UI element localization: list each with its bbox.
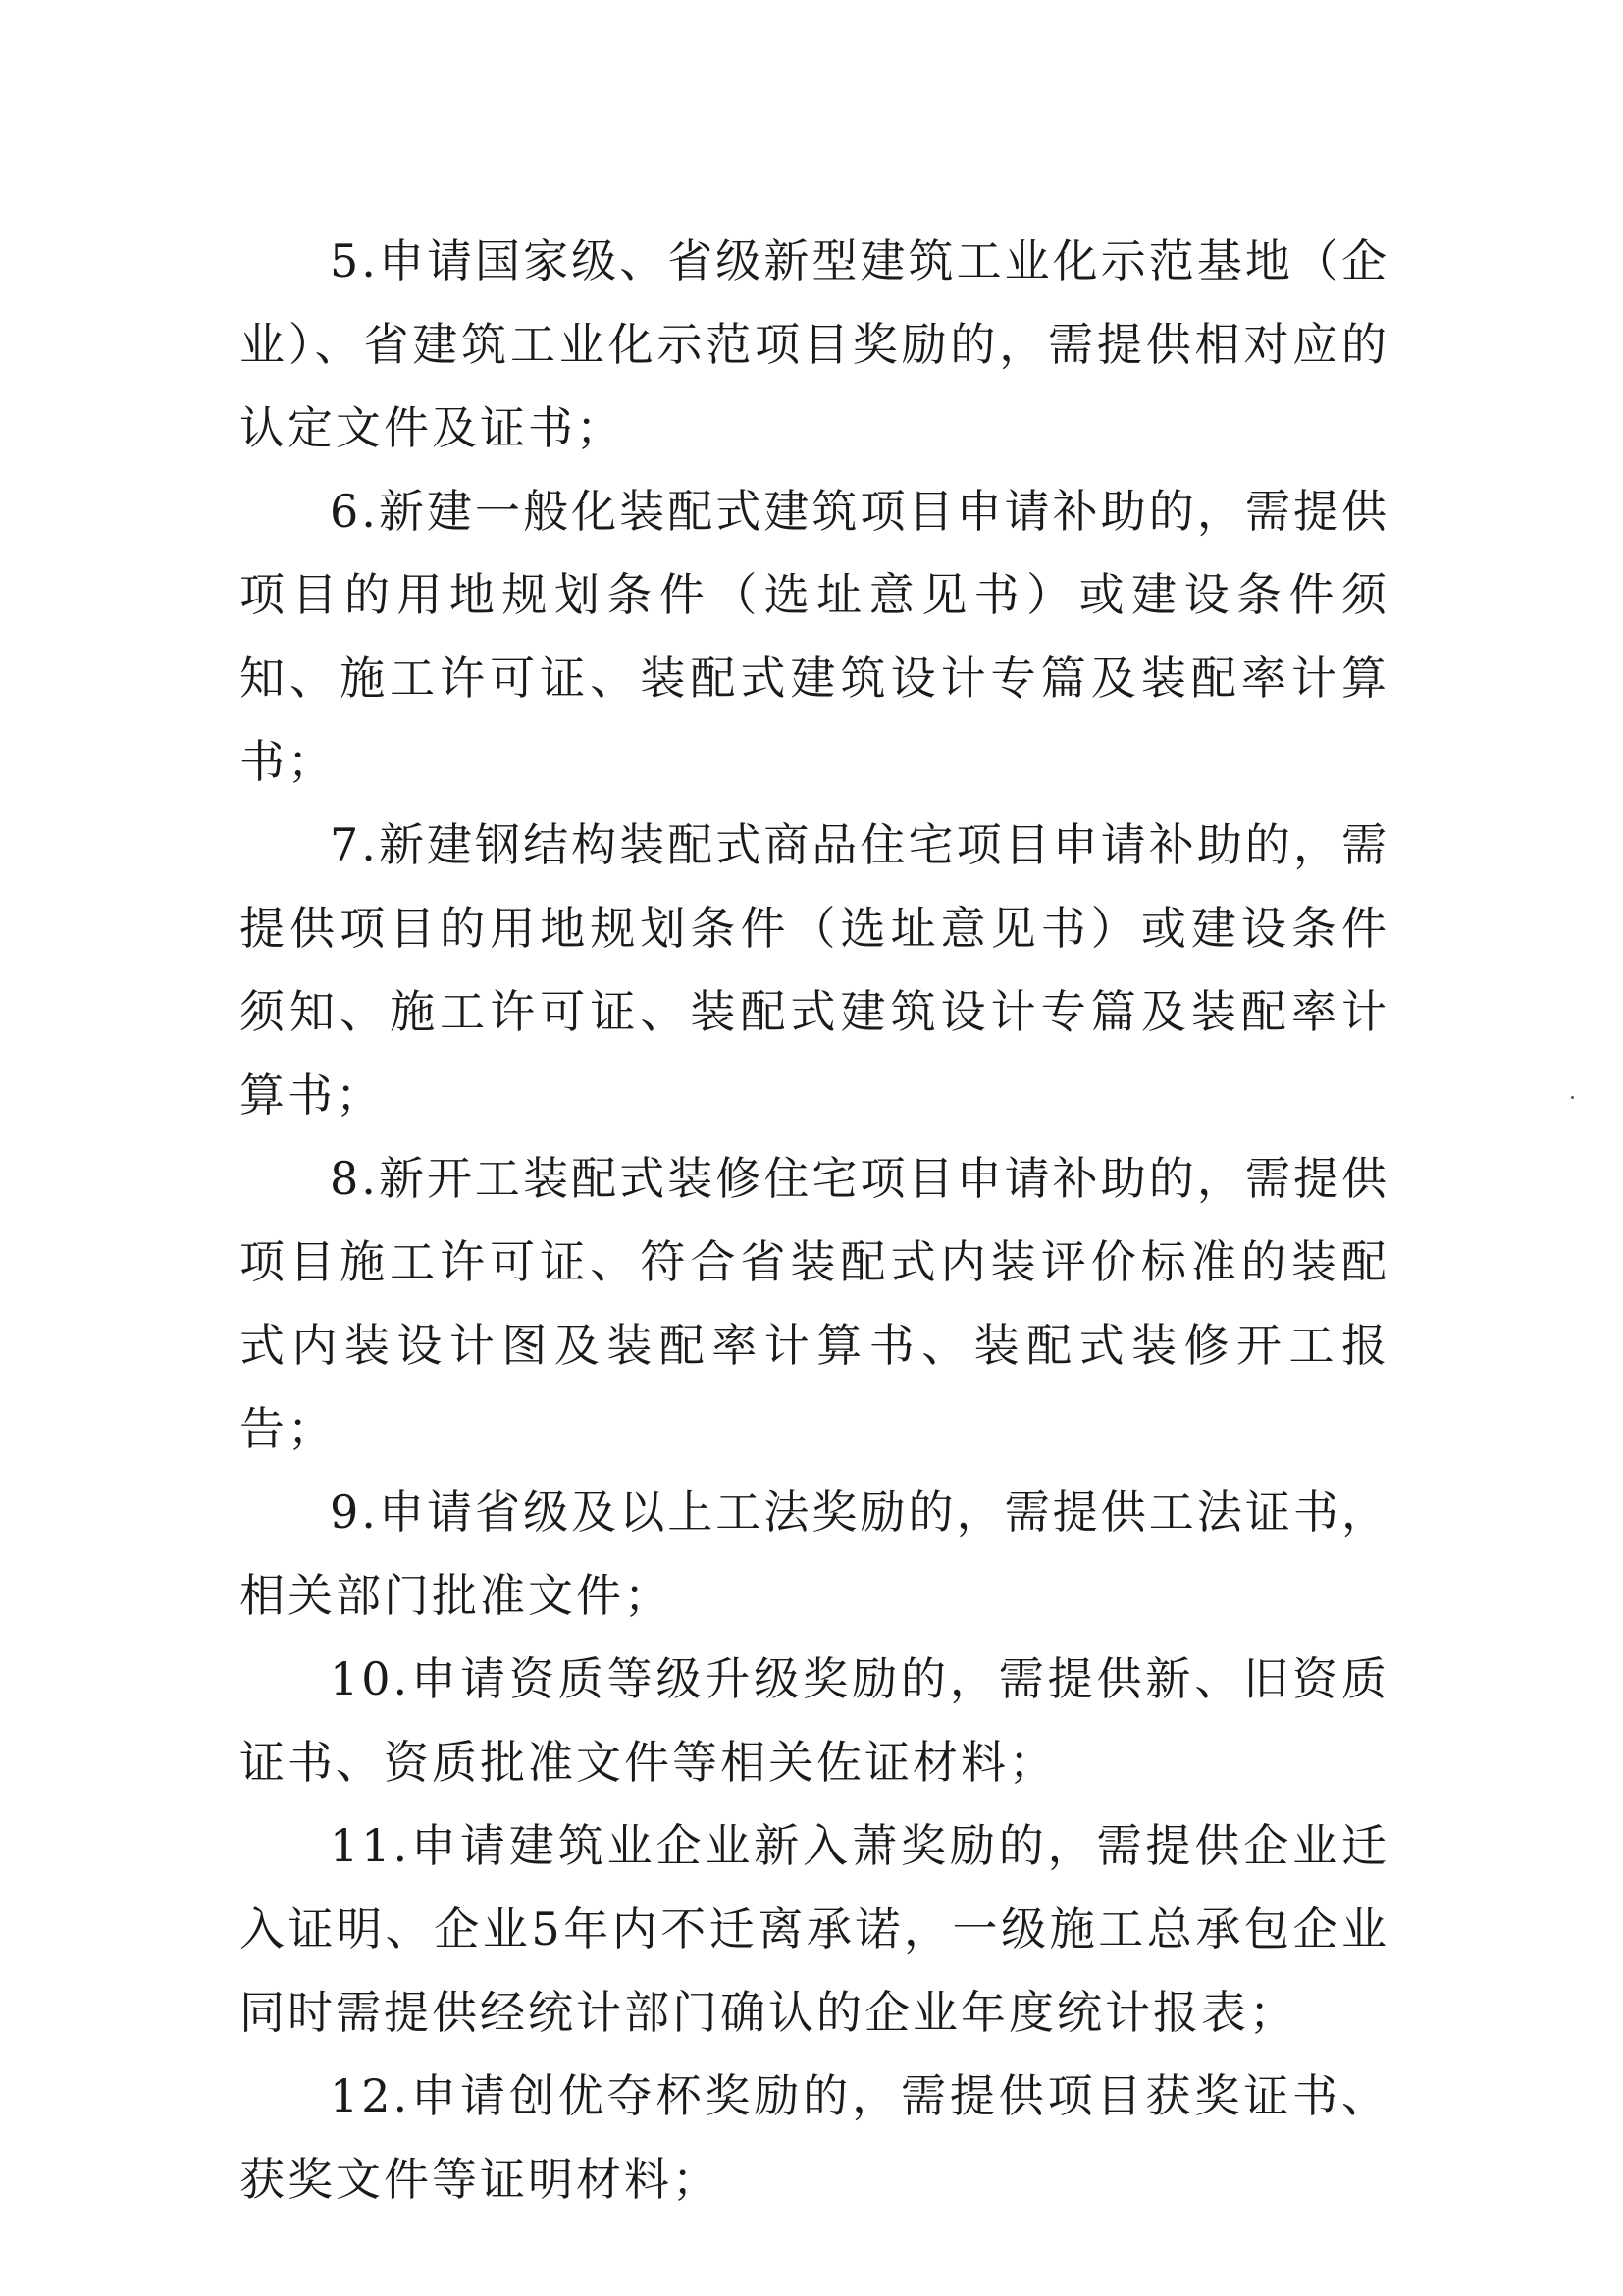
document-body — [239, 220, 1389, 2221]
paragraph-item-8: 8.新开工装配式装修住宅项目申请补助的，需提供项目施工许可证、符合省装配式内装评价标准的装配式内装设计图及装配率计算书、装配式装修开工报告； — [239, 1152, 1389, 1455]
paragraph-item-6: 6.新建一般化装配式建筑项目申请补助的，需提供项目的用地规划条件（选址意见书）或建设条件须知、施工许可证、装配式建筑设计专篇及装配率计算书； — [239, 485, 1389, 788]
paragraph-item-7: 7.新建钢结构装配式商品住宅项目申请补助的，需提供项目的用地规划条件（选址意见书）或建设条件须知、施工许可证、装配式建筑设计专篇及装配率计算书； — [239, 818, 1389, 1122]
paragraph-item-11: 11.申请建筑业企业新入萧奖励的，需提供企业迁入证明、企业5年内不迁离承诺，一级施工总承包企业同时需提供经统计部门确认的企业年度统计报表； — [239, 1819, 1389, 2039]
paragraph-item-10: 10.申请资质等级升级奖励的，需提供新、旧资质证书、资质批准文件等相关佐证材料； — [239, 1652, 1389, 1789]
paragraph-item-9: 9.申请省级及以上工法奖励的，需提供工法证书，相关部门批准文件； — [239, 1486, 1389, 1622]
paragraph-item-5: 5.申请国家级、省级新型建筑工业化示范基地（企业）、省建筑工业化示范项目奖励的，需提供相对应的认定文件及证书； — [239, 235, 1389, 454]
paragraph-item-12: 12.申请创优夺杯奖励的，需提供项目获奖证书、获奖文件等证明材料； — [239, 2069, 1389, 2206]
scan-speck — [1571, 1096, 1574, 1099]
